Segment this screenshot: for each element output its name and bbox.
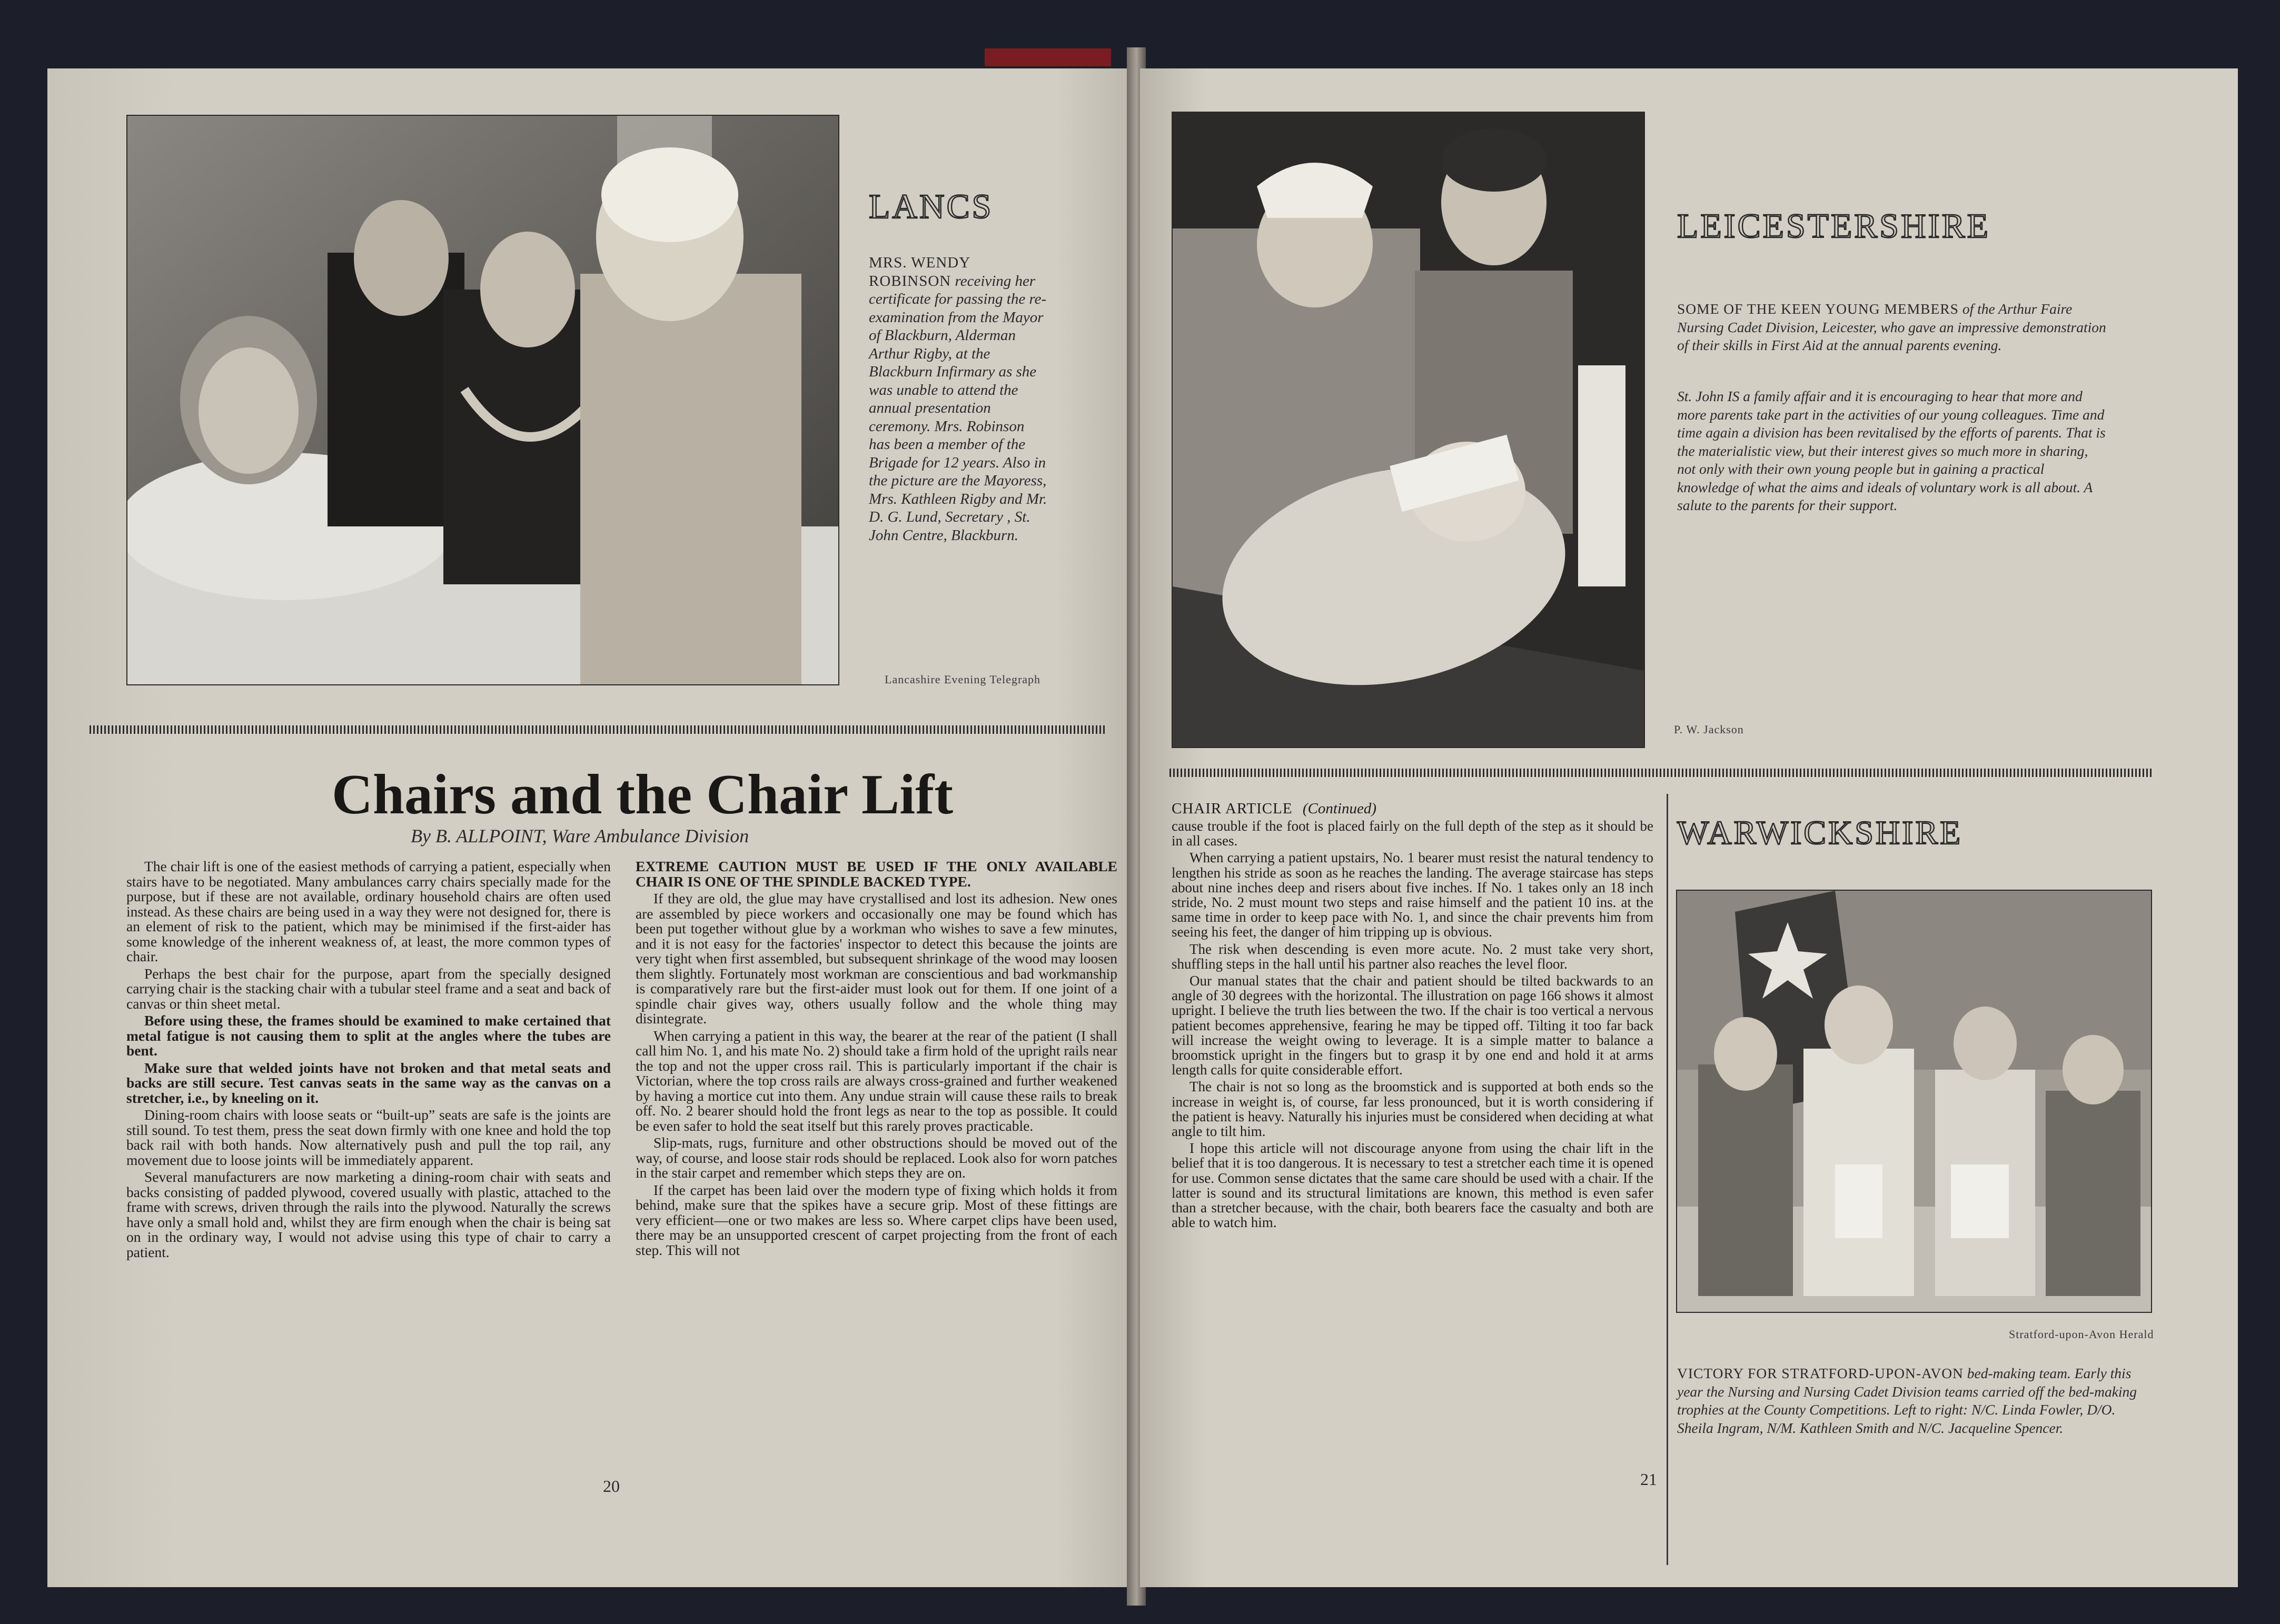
article-paragraph: I hope this article will not discourage anyone from using the chair lift in the belief that it is too dangerous. It is necessary to test a stretcher each time it is opened for use. Common sense dictates that the same care should be used with a chair. If the latter is sound and its structural limitations are known, this method is even safer than a stretcher because, with the chair, both bearers face the casualty and both are able to watch him.: [1172, 1140, 1653, 1231]
article-paragraph: If the carpet has been laid over the modern type of fixing which holds it from behind, make sure that the spikes have a secure grip. Most of these fittings are very efficient—one or two makes are less so. Where carpet clips have been used, there may be an unsupported crescent of carpet projecting from the front of each step. This will not: [636, 1181, 1117, 1258]
page-number-left: 20: [603, 1477, 620, 1496]
chair-continued-title: CHAIR ARTICLE: [1172, 800, 1293, 817]
article-paragraph: Slip-mats, rugs, furniture and other obstructions should be moved out of the way, of course, and loose stair rods should be replaced. Look also for worn patches in the stair carpet and remember which steps they are on.: [636, 1134, 1117, 1181]
article-paragraph: The chair is not so long as the broomstick and is supported at both ends so the increase in weight is, of course, far less pronounced, but it is worth considering if the patient is heavy. Naturally his injuries must be considered when deciding at what angle to tilt him.: [1172, 1079, 1653, 1140]
leicestershire-caption-lead: SOME OF THE KEEN YOUNG MEMBERS: [1677, 301, 1959, 317]
article-paragraph: Dining-room chairs with loose seats or “built-up” seats are safe is the joints are still sound. To test them, press the seat down firmly with one knee and hold the top back rail with both hands. Now alternatively push and pull the top rail, any movement due to loose joints will be immediately apparent.: [126, 1107, 611, 1168]
article-paragraph: Several manufacturers are now marketing a dining-room chair with seats and backs consisting of padded plywood, covered usually with plastic, attached to the frame with screws, driven through the rails into the plywood. Naturally the screws have only a small hold and, whilst they are firm enough when the chair is being sat on in the ordinary way, I would not advise using this type of chair to carry a patient.: [126, 1169, 611, 1260]
leicestershire-caption-body-2: St. John IS a family affair and it is encouraging to hear that more and more parents take part in the activities of our young colleagues. Time and time again a division has been revitalised by the efforts of parents. That is the materialistic view, but their interest gives so much more in sharing, not only with their own young people but in gaining a practical knowledge of what the aims and ideals of voluntary work is all about. A salute to the parents for their support.: [1677, 388, 2106, 513]
article-column-2: [636, 859, 1117, 1260]
lancs-photo-image: [127, 116, 838, 684]
lancs-heading: LANCS: [869, 187, 994, 226]
article-paragraph: cause trouble if the foot is placed fairly on the full depth of the step as it should be in all cases.: [1172, 818, 1653, 849]
section-divider-left: [90, 725, 1106, 734]
column-divider: [1667, 794, 1668, 1565]
article-column-continued: [1172, 819, 1653, 1232]
article-paragraph: When carrying a patient upstairs, No. 1 bearer must resist the natural tendency to lengthen his stride as soon as he reaches the landing. The average staircase has steps about nine inches deep and risers about five inches. If No. 1 takes only an 18 inch stride, No. 2 must mount two steps and raise himself and the patient 10 ins. at the same time in order to keep pace with No. 1, and since the chair prevents him from seeing his feet, the danger of him tripping up is obvious.: [1172, 850, 1653, 940]
article-paragraph: Make sure that welded joints have not broken and that metal seats and backs are still secure. Test canvas seats in the same way as the canvas on a stretcher, i.e., by kneeling on it.: [126, 1059, 611, 1106]
warwickshire-caption-body: bed-making team. Early this year the Nursing and Nursing Cadet Division teams carried off the bed-making trophies at the County Competitions. Left to right: N/C. Linda Fowler, D/O. Sheila Ingram, N/M. Kathleen Smith and N/C. Jacqueline Spencer.: [1677, 1365, 2137, 1436]
article-paragraph: EXTREME CAUTION MUST BE USED IF THE ONLY AVAILABLE CHAIR IS ONE OF THE SPINDLE BACKED TYPE.: [636, 858, 1117, 890]
leicestershire-caption-body: of the Arthur Faire Nursing Cadet Division, Leicester, who gave an impressive demonstration of their skills in First Aid at the annual parents evening.: [1677, 301, 2106, 353]
warwickshire-photo: [1676, 890, 2152, 1313]
leicestershire-caption: [1677, 300, 2109, 355]
article-paragraph: The risk when descending is even more acute. No. 2 must take very short, shuffling steps in the hall until his partner also reaches the level floor.: [1172, 941, 1653, 972]
warwickshire-photo-credit: Stratford-upon-Avon Herald: [2009, 1328, 2154, 1341]
article-paragraph: Our manual states that the chair and patient should be tilted backwards to an angle of 30 degrees with the horizontal. The illustration on page 166 shows it almost upright. I believe the truth lies between the two. If the chair is too vertical a nervous patient becomes apprehensive, fearing he may be tipped off. Tilting it too far back will increase the weight owing to leverage. It is a simple matter to balance a broomstick upright in the fingers but to grasp it by one end and hold it at arms length calls for quite considerable effort.: [1172, 973, 1653, 1078]
article-column-1: [126, 859, 611, 1262]
leicestershire-photo: [1172, 112, 1645, 748]
chair-continued-label: [1172, 800, 1376, 818]
leicestershire-heading: LEICESTERSHIRE: [1677, 207, 1990, 245]
lancs-photo-credit: Lancashire Evening Telegraph: [885, 673, 1041, 686]
article-paragraph: If they are old, the glue may have crystallised and lost its adhesion. New ones are assembled by piece workers and occasionally one may be found which has been put together without glue by a workman who wishes to save a few minutes, and it is not easy for the factories' inspector to detect this because the joints are very tight when first assembled, but subsequent shrinkage of the wood may loosen them slightly. Fortunately most workman are conscientious and bad workmanship is comparatively rare but the first-aider must look out for them. If one joint of a spindle chair gives way, others usually follow and the whole thing may disintegrate.: [636, 890, 1117, 1027]
article-byline: By B. ALLPOINT, Ware Ambulance Division: [411, 825, 749, 846]
chair-continued-note: (Continued): [1302, 800, 1376, 817]
article-paragraph: The chair lift is one of the easiest methods of carrying a patient, especially when stairs have to be negotiated. Many ambulances carry chairs specially made for the purpose, but if these are not available, ordinary household chairs are often used instead. As these chairs are being used in a way they were not designed for, there is an element of risk to the patient, which may be minimised if the first-aider has some knowledge of the inherent weakness of, at least, the more common types of chair.: [126, 858, 611, 964]
page-number-right: 21: [1640, 1470, 1657, 1489]
warwickshire-photo-image: [1677, 891, 2151, 1312]
right-page: [1140, 68, 2238, 1587]
warwickshire-caption: [1677, 1364, 2151, 1437]
leicestershire-photo-image: [1173, 113, 1644, 747]
binding-ribbon: [985, 48, 1111, 66]
lancs-photo: [126, 115, 839, 685]
lancs-caption-body: receiving her certificate for passing the re-examination from the Mayor of Blackburn, Alderman Arthur Rigby, at the Blackburn Infirmary as she was unable to attend the annual presentation ceremony. Mrs. Robinson has been a member of the Brigade for 12 years. Also in the picture are the Mayoress, Mrs. Kathleen Rigby and Mr. D. G. Lund, Secretary , St. John Centre, Blackburn.: [869, 272, 1047, 544]
article-paragraph: Perhaps the best chair for the purpose, apart from the specially designed carrying chair is the stacking chair with a tubular steel frame and a seat and back of canvas or thin sheet metal.: [126, 965, 611, 1012]
article-title: Chairs and the Chair Lift: [332, 763, 954, 826]
lancs-caption-lead: MRS. WENDY ROBINSON: [869, 254, 970, 290]
warwickshire-heading: WARWICKSHIRE: [1677, 814, 1963, 851]
warwickshire-caption-lead: VICTORY FOR STRATFORD-UPON-AVON: [1677, 1365, 1964, 1381]
leicestershire-photo-credit: P. W. Jackson: [1674, 723, 1744, 736]
section-divider-right: [1169, 769, 2152, 777]
left-page: [47, 68, 1132, 1587]
article-paragraph: Before using these, the frames should be examined to make certained that metal fatigue is not causing them to split at the angles where the tubes are bent.: [126, 1012, 611, 1059]
article-paragraph: When carrying a patient in this way, the bearer at the rear of the patient (I shall call him No. 1, and his mate No. 2) should take a firm hold of the upright rails near the top and not the upper cross rail. This is particularly important if the chair is Victorian, where the top cross rails are always cross-grained and further weakened by having a mortice cut into them. Any undue strain will cause these rails to break off. No. 2 bearer should hold the front legs as near to the top as possible. It could be even safer to hold the seat itself but this rarely proves practicable.: [636, 1027, 1117, 1134]
lancs-caption: [869, 254, 1048, 544]
